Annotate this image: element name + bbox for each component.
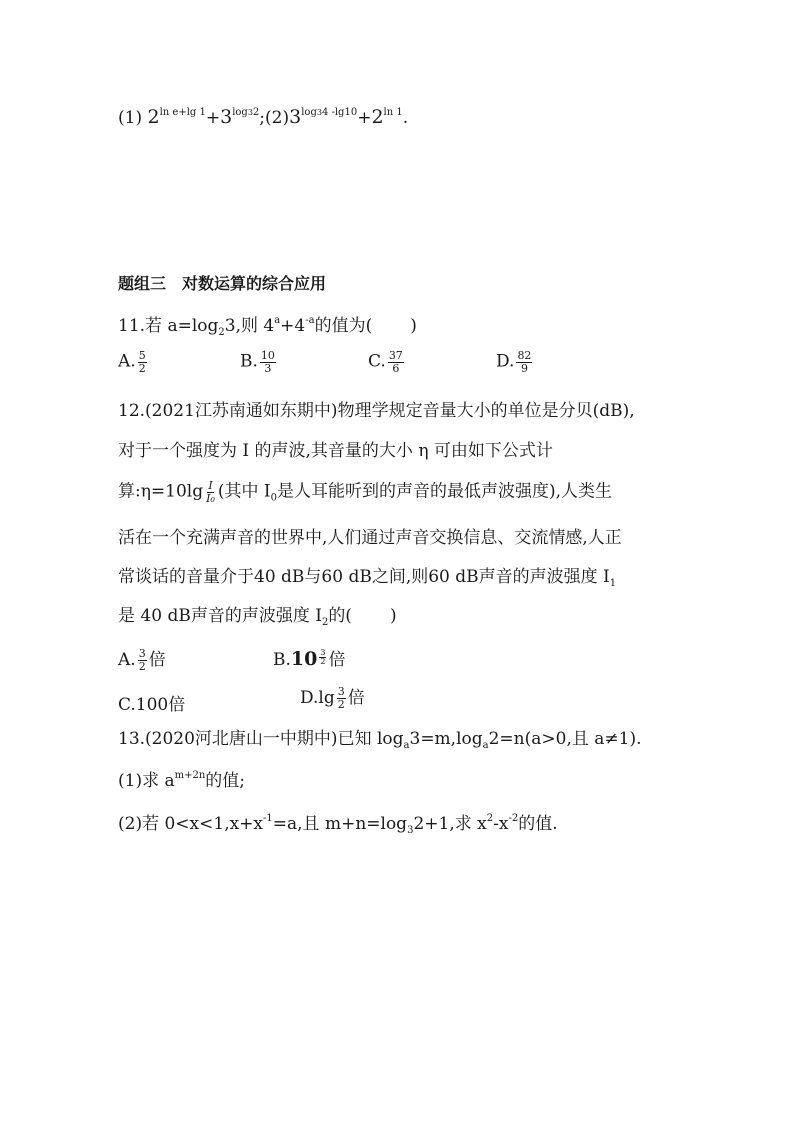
q12-option-d-unit: 倍: [347, 688, 365, 708]
q11-option-a-num: 5: [138, 349, 146, 362]
q11-option-c-frac: [388, 350, 404, 374]
q12-frac-den: I₀: [206, 491, 215, 505]
q12-option-b-label: B.: [273, 650, 291, 670]
q12-line4: 活在一个充满声音的世界中,人们通过声音交换信息、交流情感,人正: [118, 528, 622, 548]
q12-option-d: [300, 683, 365, 711]
q12-option-d-frac: [337, 686, 346, 710]
q12-line3-b: (其中 I: [217, 481, 271, 502]
q11-option-d: [496, 350, 534, 374]
q13-part2-sub: 3: [407, 825, 414, 836]
q12-option-a-frac: [138, 648, 147, 672]
q12-option-c: C.100倍: [118, 695, 186, 715]
p2-exp1: [301, 107, 357, 118]
q11-option-b-den: 3: [264, 361, 272, 375]
q11-option-a-frac: [138, 350, 147, 374]
p2-label: (2): [265, 108, 290, 128]
q11-option-b-num: 10: [260, 349, 275, 362]
p1-exp2-sub: 3: [247, 108, 253, 117]
p1-exp2: [232, 107, 259, 118]
p2-base1: 3: [289, 106, 302, 128]
q11-stem-sup2: -a: [305, 315, 315, 326]
q13-line1-sub2: a: [482, 740, 489, 751]
q12-option-b-exp-den: 2: [320, 657, 326, 667]
q13-part2-sup1: -1: [263, 813, 273, 824]
q11-option-d-den: 9: [520, 361, 528, 375]
q11-option-c-label: C.: [368, 351, 386, 372]
q12-option-a: [118, 645, 166, 673]
q11-stem-d: 的值为(: [314, 316, 373, 336]
q13-part2: [118, 813, 558, 836]
p1-base1: 2: [147, 106, 160, 128]
q12-option-d-label: D.lg: [300, 688, 335, 708]
section-title: 题组三 对数运算的综合应用: [118, 274, 327, 293]
q12-line1: 12.(2021江苏南通如东期中)物理学规定音量大小的单位是分贝(dB),: [118, 401, 635, 421]
top-problem-line: [118, 108, 408, 127]
q12-line6: [118, 606, 397, 628]
q11-option-b: [240, 350, 278, 374]
q12-frac-num: I: [208, 479, 213, 492]
q11-option-c-num: 37: [388, 349, 403, 362]
q12-option-a-den: 2: [138, 660, 146, 673]
q13-part2-b: =a,且 m+n=log: [272, 814, 408, 834]
q12-option-b-exp-num: 3: [320, 648, 326, 657]
p2-exp1-rest: 4 -lg10: [321, 107, 358, 118]
p2-plus: +: [357, 108, 372, 128]
q12-option-d-num: 3: [337, 685, 345, 699]
q12-line5-a: 常谈话的音量介于40 dB与60 dB之间,则60 dB声音的声波强度 I: [118, 567, 610, 587]
q13-line1-c: 2=n(a>0,且 a≠1).: [488, 729, 642, 749]
q13-part2-sup3: -2: [508, 813, 519, 824]
q12-option-b: [273, 645, 345, 670]
q12-option-b-unit: 倍: [328, 650, 346, 670]
q11-option-a-label: A.: [118, 351, 136, 372]
p2-exp2: ln 1: [383, 107, 403, 118]
p2-base2: 2: [371, 106, 384, 128]
q12-option-a-unit: 倍: [148, 650, 166, 670]
end-dot: .: [402, 108, 409, 128]
q11-option-b-label: B.: [240, 351, 258, 372]
p1-plus: +: [205, 108, 221, 128]
q13-part1-b: 的值;: [205, 771, 246, 791]
p1-exp2-arg: 2: [252, 107, 260, 118]
q12-line3-sub: 0: [270, 492, 278, 504]
q11-option-a: [118, 350, 149, 374]
p1-label: (1): [118, 108, 143, 128]
q12-line3-c: 是人耳能听到的声音的最低声波强度),人类生: [277, 481, 613, 502]
q13-line1: [118, 729, 642, 751]
q12-line3-a: 算:η=10lg: [118, 481, 204, 502]
q11-option-d-num: 82: [517, 349, 532, 362]
q12-line6-sub: 2: [321, 617, 329, 628]
q12-option-b-base: 10: [290, 648, 318, 670]
q11-stem-e: ): [410, 316, 417, 336]
q11-option-b-frac: [260, 350, 276, 374]
q11-option-a-den: 2: [138, 361, 146, 375]
q13-part2-d: -x: [493, 814, 509, 834]
q13-line1-b: 3=m,log: [409, 729, 483, 749]
q12-line6-c: ): [389, 606, 397, 626]
q12-option-d-den: 2: [337, 698, 345, 711]
q13-line1-a: 13.(2020河北唐山一中期中)已知 log: [118, 729, 404, 749]
q11-option-c-den: 6: [392, 361, 400, 375]
q13-part1-a: (1)求 a: [118, 771, 175, 791]
q12-line3: [118, 480, 612, 504]
q11-stem-sub: 2: [218, 327, 225, 338]
q11-stem-c: +4: [280, 316, 306, 336]
q13-part1-sup: m+2n: [174, 770, 206, 781]
q12-line6-b: 的(: [328, 606, 352, 626]
p1-exp2-log: log: [232, 107, 248, 118]
q11-stem-b: 3,则 4: [224, 316, 275, 336]
q12-option-b-exp: [319, 649, 326, 667]
q12-line5-sub: 1: [609, 578, 617, 589]
q13-part2-a: (2)若 0<x<1,x+x: [118, 814, 264, 834]
p1-base2: 3: [220, 106, 233, 128]
q12-formula-frac: [205, 480, 216, 504]
q11-stem-sup1: a: [274, 315, 281, 326]
q11-option-d-frac: [516, 350, 532, 374]
q12-line6-a: 是 40 dB声音的声波强度 I: [118, 606, 322, 626]
q13-part2-e: 的值.: [518, 814, 558, 834]
sep: ;: [259, 108, 266, 128]
p2-exp1-log: log: [301, 107, 317, 118]
q11-stem: [118, 315, 417, 338]
q12-line5: [118, 567, 617, 589]
q12-line2: 对于一个强度为 I 的声波,其音量的大小 η 可由如下公式计: [118, 441, 553, 461]
p2-exp1-sub: 3: [316, 108, 322, 117]
q13-part2-sup2: 2: [486, 813, 494, 824]
q13-line1-sub1: a: [403, 740, 410, 751]
q13-part1: [118, 770, 246, 791]
q11-option-c: [368, 350, 406, 374]
p1-exp1: ln e+lg 1: [159, 107, 206, 118]
q12-option-a-label: A.: [118, 650, 136, 670]
q13-part2-c: 2+1,求 x: [413, 814, 487, 834]
q12-option-a-num: 3: [138, 647, 146, 661]
q11-stem-a: 11.若 a=log: [118, 316, 219, 336]
q11-option-d-label: D.: [496, 351, 515, 372]
